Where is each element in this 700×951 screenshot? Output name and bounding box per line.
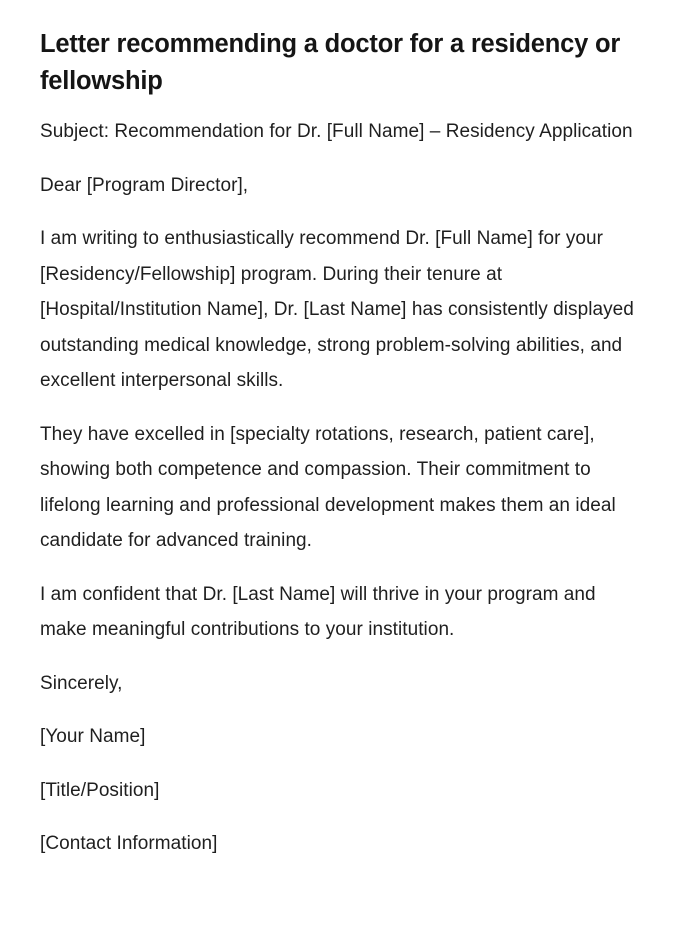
signature-title: [Title/Position] (40, 779, 160, 801)
body-paragraph-3: I am confident that Dr. [Last Name] will thrive in your program and make meaningful contributions to your institution. (40, 583, 596, 640)
letter-body (40, 114, 640, 862)
page-title: Letter recommending a doctor for a residency or fellowship (40, 30, 621, 95)
body-paragraph-1: I am writing to enthusiastically recommend Dr. [Full Name] for your [Residency/Fellowship] program. During their tenure at [Hospital/Institution Name], Dr. [Last Name] has consistently displayed outstanding medical knowledge, strong problem-solving abilities, and excellent interpersonal skills. (40, 228, 634, 391)
closing: Sincerely, (40, 672, 123, 694)
body-paragraph-2: They have excelled in [specialty rotations, research, patient care], showing both competence and compassion. Their commitment to lifelong learning and professional development makes them an ideal candidate for advanced training. (40, 423, 616, 551)
salutation: Dear [Program Director], (40, 174, 249, 196)
signature-name: [Your Name] (40, 726, 146, 747)
signature-contact: [Contact Information] (40, 833, 218, 854)
subject-line: Subject: Recommendation for Dr. [Full Name] – Residency Application (40, 121, 633, 142)
